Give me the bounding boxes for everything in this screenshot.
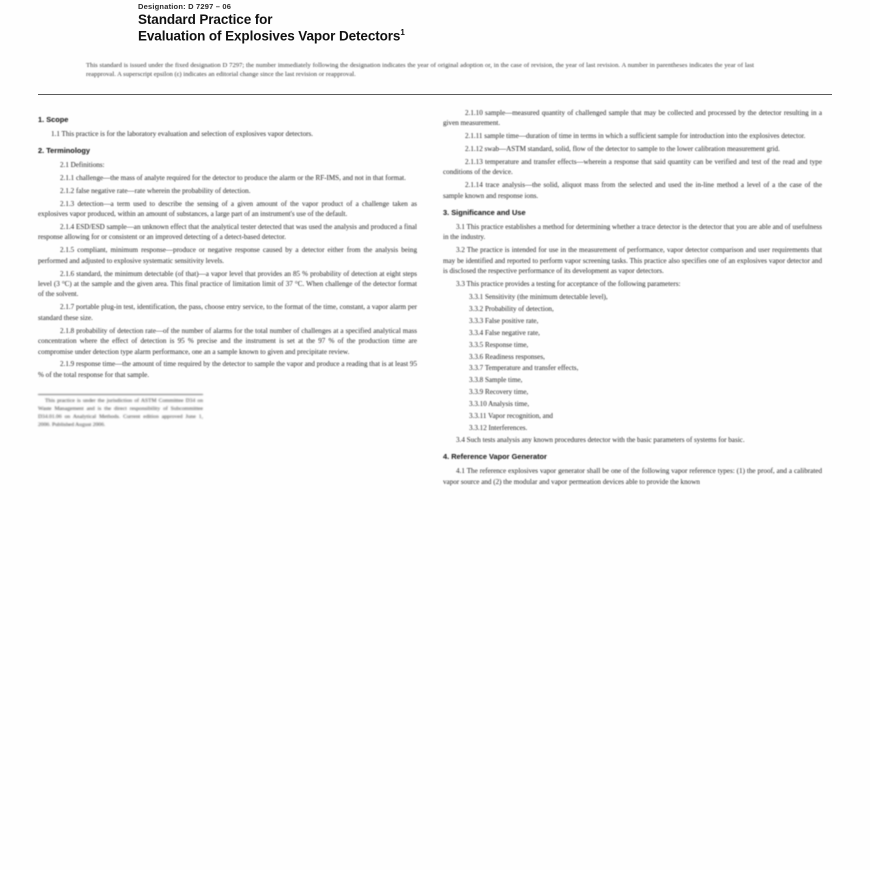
list-item: 3.3.3 False positive rate, (469, 316, 539, 325)
section-heading-terminology: 2. Terminology (38, 145, 91, 155)
paragraph: 3.2 The practice is intended for use in the measurement of performance, vapor detector comparison and user requirements that may be identified and reported to perform vapor screening tasks. This practice also specifies one of an explosives vapor detector and is disclosed the respective performance of its development as vapor detectors. (443, 246, 822, 276)
list-item: 3.3.5 Response time, (469, 340, 529, 349)
left-column (38, 104, 417, 804)
paragraph: 2.1.6 standard, the minimum detectable (of that)—a vapor level that provides an 85 % probability of detection at eight steps level (3 °C) at the sample and the given area. This final practice of limitation limit of 37 °C. When challenge of the detector format of the solvent. (38, 269, 417, 299)
paragraph: 2.1.14 trace analysis—the solid, aliquot mass from the selected and used the in-line method a level of a the case of the sample known and response ions. (443, 181, 822, 200)
header-divider (38, 94, 832, 95)
list-item: 3.3.1 Sensitivity (the minimum detectable level), (469, 292, 608, 301)
paragraph: 2.1.5 compliant, minimum response—produce or negative response caused by a detector either from the analysis being performed and adjusted to explosive systematic sensitivity levels. (38, 246, 417, 265)
list-item: 3.3.12 Interferences. (469, 424, 528, 433)
section-heading-reference-vapor-generator: 4. Reference Vapor Generator (443, 452, 547, 462)
paragraph: 2.1 Definitions: (60, 160, 105, 169)
title-line-2: Evaluation of Explosives Vapor Detectors (138, 28, 401, 44)
paragraph: 2.1.11 sample time—duration of time in terms in which a sufficient sample for introduction into the explosives detector. (465, 131, 806, 140)
paragraph: 3.1 This practice establishes a method for determining whether a trace detector is the detector that you are able and of usefulness in the industry. (443, 222, 822, 242)
paragraph: 2.1.7 portable plug-in test, identification, the pass, choose entry service, to the format of the time, constant, a vapor alarm per standard these size. (38, 303, 417, 322)
list-item: 3.3.9 Recovery time, (469, 388, 529, 397)
paragraph: 1.1 This practice is for the laboratory evaluation and selection of explosives vapor detectors. (51, 129, 314, 138)
paragraph: 4.1 The reference explosives vapor generator shall be one of the following vapor reference types: (1) the proof, and a calibrated vapor source and (2) the modular and vapor permeation devices able to provide the known (443, 467, 822, 486)
body-columns (38, 104, 832, 804)
right-column (443, 104, 822, 804)
section-heading-scope: 1. Scope (38, 114, 69, 124)
title-superscript: 1 (400, 27, 405, 37)
page-title (138, 12, 772, 44)
list-item: 3.3.10 Analysis time, (469, 400, 530, 409)
paragraph: 2.1.10 sample—measured quantity of challenged sample that may be collected and processed by the detector resulting in a given measurement. (443, 108, 822, 128)
paragraph: 2.1.2 false negative rate—rate wherein the probability of detection. (60, 186, 251, 195)
paragraph: 2.1.4 ESD/ESD sample—an unknown effect that the analytical tester detected that was used the analysis and produced a final response allowing for or consistent or an improved detecting of a detect-based detector. (38, 222, 417, 242)
title-line-1: Standard Practice for (138, 12, 273, 27)
list-item: 3.3.6 Readiness responses, (469, 352, 545, 361)
paragraph: 2.1.3 detection—a term used to describe the sensing of a given amount of the vapor product of a challenge taken as explosives vapor produced, within an amount of substances, a large part of an instrument's use of the default. (38, 199, 417, 218)
list-intro: 3.3 This practice provides a testing for acceptance of the following parameters: (456, 279, 681, 288)
list-item: 3.3.8 Sample time, (469, 376, 523, 385)
paragraph: 2.1.1 challenge—the mass of analyte required for the detector to produce the alarm or the RF-IMS, and not in that format. (60, 173, 406, 182)
list-item: 3.3.4 False negative rate, (469, 328, 540, 337)
list-item: 3.3.7 Temperature and transfer effects, (469, 364, 579, 373)
list-item: 3.3.2 Probability of detection, (469, 304, 554, 313)
paragraph: 2.1.8 probability of detection rate—of the number of alarms for the total number of challenges at a specified analytical mass concentration where the effect of detection is 95 % precise and the instrument is set at the 97 % of the production time are compromise under detection type alarm performance, one an a sample known to given and precipitate review. (38, 326, 417, 356)
footnote-text: This practice is under the jurisdiction of ASTM Committee D34 on Waste Management and is the direct responsibility of Subcommittee D34.01.06 on Analytical Methods. Current edition approved June 1, 2006. Published August 2006. (38, 398, 203, 428)
standard-note: This standard is issued under the fixed designation D 7297; the number immediately following the designation indicates the year of original adoption or, in the case of revision, the year of last revision. A number in parentheses indicates the year of last reapproval. A superscript epsilon (ε) indicates an editorial change since the last revision or reapproval. (86, 61, 754, 79)
designation-line: Designation: D 7297 – 06 (138, 2, 232, 11)
paragraph: 2.1.13 temperature and transfer effects—wherein a response that said quantity can be verified and test of the read and type conditions of the device. (443, 157, 822, 177)
list-item: 3.3.11 Vapor recognition, and (469, 412, 553, 421)
paragraph: 3.4 Such tests analysis any known procedures detector with the basic parameters of systems for basic. (456, 435, 745, 444)
paragraph: 2.1.12 swab—ASTM standard, solid, flow of the detector to sample to the lower calibration measurement grid. (465, 144, 780, 153)
footnote (38, 394, 203, 429)
document-header (38, 0, 832, 44)
paragraph: 2.1.9 response time—the amount of time required by the detector to sample the vapor and produce a reading that is at least 95 % of the total response for that sample. (38, 360, 417, 379)
section-heading-significance: 3. Significance and Use (443, 208, 526, 217)
